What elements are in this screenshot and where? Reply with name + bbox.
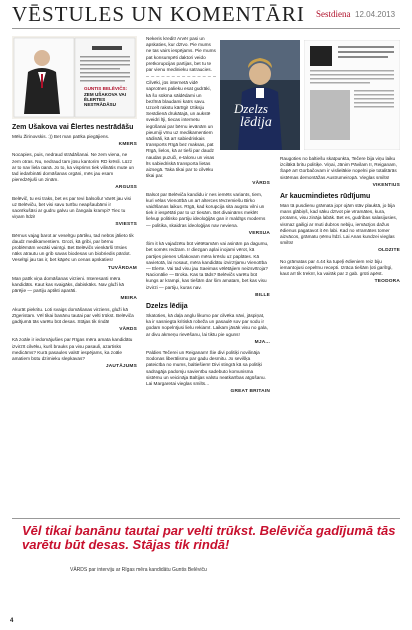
letter-text: Belēvič, tu esi traks, bet es par tevi balsošu! Varēt jau visi uz Belēviču, bet visi savu turību neapšaubāmi ir saonīkušāsi ar gudru galvu un čangala krampi? Tiec tu viņam līdzi! [12,195,131,220]
photo-caption-text: ZEM UŠAKOVA VAI ĒLERTES NESTRĀDĀSU [84,92,127,108]
letter-text: Kā zoāle ir iedomājušies par Rīgas mēra amata kandidātu izvirzīt cilvēku, kurš brauks pa visu pasauli, azartisks medicāms? Kurā pasaules valstī iespējams, ka zoāle amatiem būtu dzimieku slepkavas? [12,337,133,362]
photo-headline-line2: lēdija [240,115,272,130]
article-heading-usakovs: Zem Ušakova vai Ēlertes nestrādāšu [12,124,134,131]
letter-signature: BILLE [255,292,270,298]
letter-signature: KMERS [118,142,137,148]
letter-text: Balsot par Belēviča kandidu ir nes iemēts variants, tiem, kuri vēlas Vienotībā un arī alterces tēvzemiešu Birko vaidīšanas laikus. Rīgā, kad korupcija sita augstu vilni un tiek ir iespētāti par to uz tiesām. Bet divaināms meklēt lielvup politisko partiju ideoloģijās gan ir maldīgs moderns — politika, skaidras ideoloģijas nav neviena. [146,191,266,228]
header-rule [12,28,400,29]
quote-credit: VĀRDS par interviju ar Rīgas mēra kandidātu Guntis Belēviču [70,567,207,573]
column-divider [146,76,216,77]
page-number: 4 [10,618,14,624]
letter-signature: VĀRDS [119,327,137,333]
pull-quote: Vēl tikai banānu tautai par velti trūkst. Belēviča gadījumā tās varētu būt desas. Stājas tik rindā! [22,523,396,552]
article-heading-kaucmindiete: Ar kaucmindietes rūdījumu [280,193,371,201]
article-heading-dzelzs-ledija: Dzelzs lēdija [146,302,188,310]
magazine-page-image [304,40,400,150]
photo-headline-line1: Dzelzs [234,101,268,116]
letter-text: Nekeris kredit! Arvēr pasi un apskaties, kur dzīvo. Pie mums ne tas vairs iespējams. Pie mums pat konsumpēti daktori veido pretkorupcijas partijas, bet tu te par vienu medinieku satraucies. [146,36,216,73]
letter-signature: TUVĀRDAM [107,265,137,271]
letter-signature: SVIESTS [115,222,137,228]
letter-text: Mēlu Žirinovskis. :)) Bet man patīka piegājiens. [12,134,110,139]
letter-text: Šim it kā vajadzētu būt viētētamām vai asinām pa dagumu, bet somēs redzam. Ir diezgan aplai inojami vērot, kā partijes pienes Ušakovam mēra krēslu uz paplātes. Kā savietotā, lai nosaut, mēra kandidātu izvirzījamu Vienotība — Elerte. Vai tad visu jau Saeimas vēlētājiem neizsvītroja? Nacionālie — Broka. Kas ta tāds? Belēvičs varētu būt kungs ar krampi, kas tiešām dar šim amatam, bet kas visu izvirzi — partiju, kuras nav. [146,241,269,290]
letter-signature: OLDZITE [378,248,400,254]
letter-text: Cilvēki, jūs internetā vidē saprotnes palieku esat gudrāki, kā šo sūkma sāldēdami un bezlīnā blaudami katrs savu. Uzcelt rakstu kārtīgi! Iztiksju Sestdienā drukātajā, un aukstē sveidri līji, tiecas internetu iegūšanai par bērnu ievānām un pieumiji vīnu uz medikamentiem sādināli, kā arī sabiedriskais transports Rīgā bez maksas, pat Rīgā, lielos, kā ar tieši par daudz naudas puzuči, e-talonu un visas līs sabiedriskā transporta lietas aizsegā. Taka tikai par to cilvēku tikai par. [146,80,215,179]
letters-column-3 [280,156,400,289]
section-title: VĒSTULES UN KOMENTĀRI [12,2,305,26]
header-date: 12.04.2013 [355,10,396,19]
letter-signature: JAUTĀJUMS [105,364,137,370]
letter-signature: MJA... [254,339,270,345]
letter-text: No grāmatas par 4.44 ka tupeļi ēdieniem reiz biju iemantojusi cepelīnu recepti. Izrāca tiešām ļoti garšīgi, kaut arī tik treknī, ka vairāk par 2 gab. grūti apēst. [280,258,393,277]
belevics-magazine-photo [12,36,137,119]
letter-signature: TEODORA [374,279,400,285]
magazine-page-photo [304,40,400,150]
header-day: Sestdiena [316,9,351,19]
letter-signature: VĀRDS [252,181,270,187]
letter-text: Paldies Tečerei un Reiganam! Šie divi politiķi novilināja Sodonas liberālismu par gadu desmitu. Jo sevišķa pateicība no mums, baltiešiem! Divi stingrā kā sa politiķi sadragāja padomju savienību sadebuto komunisma sistēmu un veicināja Baltijas valstu neatkarības atgūšanu. Lai Margaretai vieglas smilts... [146,349,266,386]
letters-column-1 [12,122,137,375]
letter-text: Skatoties, kā daļa anglu likumo par cilvēka nāvi, jāspiņat, ka ir sasniegta kritiskā robeža un pasaulē sov par sodu ir godam nopelnījusi lielu rekiamī. Laikam jāsāk visu no gala, ar divu akmeņu rievēšanu, lai tiktu pie uguns! [146,312,268,337]
letter-text: Bērnus vajag barot ar veselīgu pārtiku, tad nebūs jālieto tik daudz medikamentiem. Grozi, kā gribi, par bērnu problēmām vecāki vainīgi. Bet Belēvičs vienkārši trīsies nāks atrautu un grib savas biodesas un biobriedis pārdot. Veselīgi jau tas ir, bet kāpēc un cenas apskaties! [12,232,134,263]
letters-column-2 [146,36,270,399]
letter-text: Akurāt piekritu. Loti svaigs domāšanas virziens, gluži kā Zīgeristam. Vēl tikai banānu tautai par velti trūkst. Belēviča gadījumā tās varētu būt desas. Stājas tik rindā! [12,306,134,325]
letter-signature: VERSUA [248,230,270,236]
letter-signature: GREAT BRITAIN [230,389,270,395]
letter-signature: VIKENTIUS [372,182,400,188]
quote-rule-top [12,518,400,519]
letter-text: Man tā pusdienu grāmata jopr ojām stāv plauktā, jo bija mans glābiņš, kad sāku dzīvot pie vīramātes, kura, protams, visu zināja labāk. Bet es, gudribas salasijusies, vismaz gailigi ar muti dubros nebiju, iemācījos dažus ēdienus pagatavot it ēn labi. Kad no vīramātes tomer aizvācos, grāmatu ņēmu līdzi. Lai Anas kundzei vieglas smilts! [280,203,397,246]
letter-text: Nocapies, puis, nedraud strādāšanai. Ne zem viena, ne zem otras. Nu, nedraud tam jūsu kantorim RD krēsli. Lūzz ar to nav liela ūanā. Jo to, ka visprims tiek vilinātis mute un tad iedarbināti domāšanas orgāni, mēs jau esam pieredzējuši un zinām. [12,152,134,183]
photo-caption-name: GUNTIS BELĒVIČS: [84,86,128,91]
letter-text: Man patīk viņa domāšanas virzieni. Interesanti mēra kandidāts. Kaut kas svaigāks, dabiskāks. Nav gluži kā pārējie — partiju aptikti aparāti. [12,275,125,294]
letter-signature: ARGUSS [115,185,137,191]
letter-signature: MEIRA [120,296,137,302]
letter-text: Raugoties no baltiešu skatpunkta, Tečere bija viņu laiku izcilākā britu politiķe. Viņai, Jānim Pāvilam II, Reiganam, Šapē arī Gorbačovam ir vislielākie nopelni pie totalitārās sistēmas demontāžas Austrumeiropā. Vieglas smilts! [280,156,397,180]
